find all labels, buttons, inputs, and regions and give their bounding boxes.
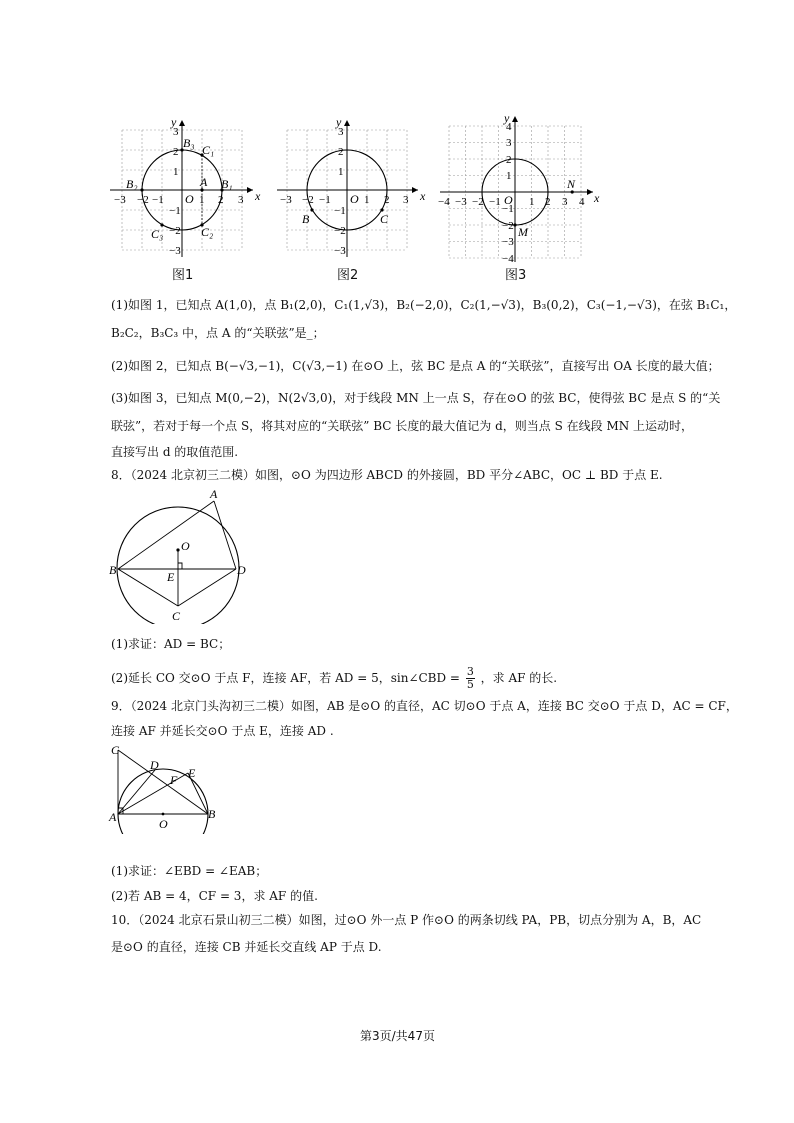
fraction-denominator: 5: [466, 678, 474, 691]
q8-stem: 8．（2024 北京初三二模）如图，⊙O 为四边形 ABCD 的外接圆，BD 平分∠ABC，OC ⊥ BD 于点 E.: [111, 468, 663, 482]
point-label-c1: C₁: [202, 143, 215, 157]
point-label-b: B: [208, 807, 216, 821]
axis-x-label: x: [420, 189, 426, 203]
x-tick: 3: [562, 196, 568, 208]
y-tick: 2: [338, 146, 344, 158]
point-label-a: A: [210, 487, 218, 501]
point-label-a: A: [200, 175, 208, 189]
y-tick: −4: [502, 253, 514, 264]
y-tick: 4: [506, 121, 512, 133]
q7-part3-line1: (3)如图 3，已知点 M(0,−2)，N(2√3,0)，对于线段 MN 上一点 S，存在⊙O 的弦 BC，使得弦 BC 是点 S 的“关: [111, 391, 721, 405]
x-tick: −2: [302, 194, 314, 206]
point-label-e: E: [167, 570, 175, 584]
x-tick: −4: [438, 196, 450, 208]
q7-part3-line2: 联弦”，若对于每一个点 S，将其对应的“关联弦” BC 长度的最大值记为 d，则当点 S 在线段 MN 上运动时，: [111, 419, 694, 433]
y-tick: 2: [173, 146, 179, 158]
x-tick: 3: [238, 194, 244, 206]
point-label-f: F: [170, 773, 178, 787]
figure-1: [105, 112, 265, 262]
y-tick: −2: [502, 220, 514, 232]
y-tick: −1: [334, 205, 346, 217]
q8-part2-text-b: ，求 AF 的长.: [480, 671, 558, 685]
figure-1-caption: 图1: [172, 268, 194, 283]
point-label-c: C: [172, 609, 181, 623]
q10-stem-line1: 10．（2024 北京石景山初三二模）如图，过⊙O 外一点 P 作⊙O 的两条切线 PA，PB，切点分别为 A，B，AC: [111, 913, 702, 927]
axis-x-label: x: [594, 191, 600, 205]
point-label-m: M: [518, 225, 528, 239]
figure-q8: [108, 484, 256, 624]
axis-x-label: x: [255, 189, 261, 203]
x-tick: −1: [152, 194, 164, 206]
fraction: [466, 666, 475, 691]
q8-part2-text-a: (2)延长 CO 交⊙O 于点 F，连接 AF，若 AD = 5，sin∠CBD =: [111, 671, 460, 685]
origin-label: O: [350, 192, 359, 206]
point-label-b3: B₃: [183, 136, 195, 150]
y-tick: −3: [334, 245, 346, 257]
y-tick: −3: [169, 245, 181, 257]
q7-part3-line3: 直接写出 d 的取值范围.: [111, 445, 239, 459]
x-tick: 1: [529, 196, 535, 208]
x-tick: −3: [114, 194, 126, 206]
x-tick: −3: [455, 196, 467, 208]
figure-3-caption: 图3: [505, 268, 527, 283]
point-label-n: N: [567, 177, 576, 191]
y-tick: −1: [169, 205, 181, 217]
page-footer: 第3页/共47页: [360, 1029, 435, 1043]
x-tick: 2: [218, 194, 224, 206]
q7-part1-line2: B₂C₂，B₃C₃ 中，点 A 的“关联弦”是_；: [111, 326, 325, 340]
q9-part1: (1)求证：∠EBD = ∠EAB；: [111, 864, 268, 878]
origin-label: O: [185, 192, 194, 206]
x-tick: −1: [489, 196, 501, 208]
y-tick: −1: [502, 203, 514, 215]
axis-y-label: y: [336, 115, 342, 129]
q7-part2: (2)如图 2，已知点 B(−√3,−1)，C(√3,−1) 在⊙O 上，弦 BC 是点 A 的“关联弦”，直接写出 OA 长度的最大值；: [111, 359, 720, 373]
y-tick: 1: [506, 170, 512, 182]
point-label-b2: B₂: [126, 177, 138, 191]
x-tick: −1: [319, 194, 331, 206]
fraction-numerator: 3: [466, 665, 474, 678]
q9-stem-line1: 9．（2024 北京门头沟初三二模）如图，AB 是⊙O 的直径，AC 切⊙O 于点 A，连接 BC 交⊙O 于点 D，AC = CF，: [111, 699, 738, 713]
y-tick: 1: [173, 166, 179, 178]
x-tick: 4: [579, 196, 585, 208]
q9-stem-line2: 连接 AF 并延长交⊙O 于点 E，连接 AD .: [111, 724, 334, 738]
x-tick: 1: [364, 194, 370, 206]
point-label-d: D: [237, 563, 246, 577]
point-label-b: B: [302, 212, 310, 226]
point-label-c2: C₂: [201, 225, 214, 239]
figure-3: [436, 108, 602, 264]
x-tick: 2: [545, 196, 551, 208]
point-label-b1: B₁: [221, 177, 233, 191]
x-tick: 2: [384, 194, 390, 206]
point-label-c: C: [380, 212, 389, 226]
point-label-e: E: [188, 766, 196, 780]
q10-stem-line2: 是⊙O 的直径，连接 CB 并延长交直线 AP 于点 D.: [111, 940, 382, 954]
q7-part1-line1: (1)如图 1，已知点 A(1,0)，点 B₁(2,0)，C₁(1,√3)，B₂(−2,0)，C₂(1,−√3)，B₃(0,2)，C₃(−1,−√3)，在弦 B₁C₁，: [111, 298, 737, 312]
point-label-a: A: [109, 810, 117, 824]
figure-q9: [108, 742, 220, 834]
x-tick: 3: [403, 194, 409, 206]
y-tick: 3: [173, 126, 179, 138]
point-label-c3: C₃: [151, 227, 164, 241]
q9-part2: (2)若 AB = 4，CF = 3，求 AF 的值.: [111, 889, 318, 903]
axis-y-label: y: [171, 115, 177, 129]
origin-label: O: [504, 193, 513, 207]
y-tick: 3: [338, 126, 344, 138]
x-tick: −3: [280, 194, 292, 206]
x-tick: −2: [472, 196, 484, 208]
y-tick: −3: [502, 236, 514, 248]
figure-2: [272, 112, 432, 262]
point-label-c: C: [111, 743, 120, 757]
point-label-o: O: [181, 539, 190, 553]
y-tick: 3: [506, 137, 512, 149]
axis-y-label: y: [504, 111, 510, 125]
point-label-b: B: [109, 563, 117, 577]
figure-2-caption: 图2: [337, 268, 359, 283]
y-tick: −2: [169, 225, 181, 237]
y-tick: 1: [338, 166, 344, 178]
x-tick: 1: [199, 194, 205, 206]
point-label-o: O: [159, 817, 168, 831]
q8-part1: (1)求证：AD = BC；: [111, 637, 231, 651]
q8-part2: [111, 666, 557, 691]
y-tick: 2: [506, 154, 512, 166]
x-tick: −2: [137, 194, 149, 206]
y-tick: −2: [334, 225, 346, 237]
point-label-d: D: [150, 758, 159, 772]
